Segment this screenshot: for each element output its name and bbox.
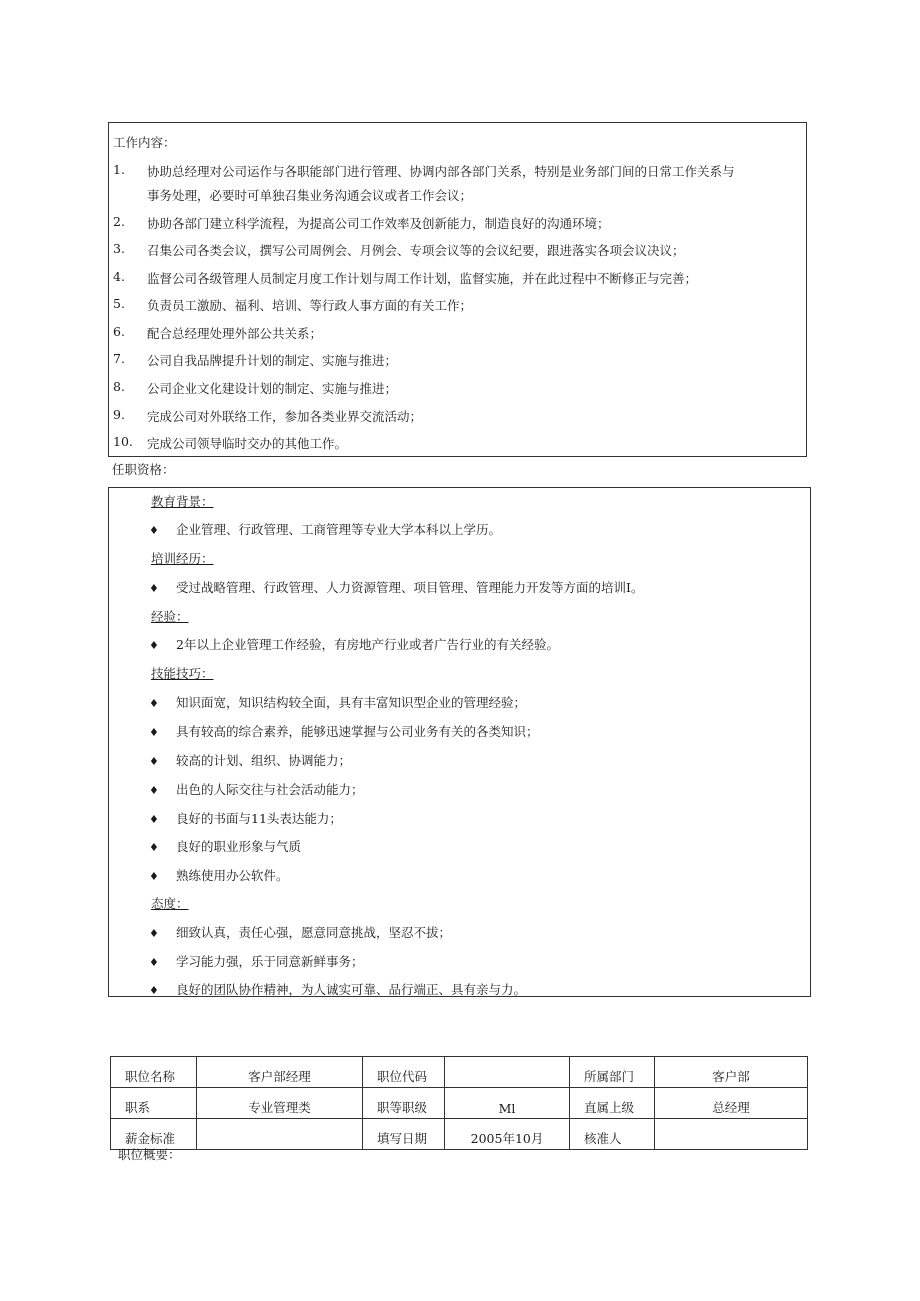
education-title: 教育背景： — [151, 494, 214, 509]
work-item-continuation: 事务处理，必要时可单独召集业务沟通会议或者工作会议； — [147, 188, 473, 203]
list-item — [149, 751, 351, 769]
list-item — [149, 780, 364, 798]
list-item-text: 细致认真，责任心强，愿意同意挑战，坚忍不拔； — [176, 925, 452, 940]
work-item-number: 3. — [113, 241, 125, 256]
work-item-text: 完成公司对外联络工作，参加各类业界交流活动； — [147, 409, 423, 424]
job-info-table — [110, 1056, 808, 1150]
list-item — [149, 693, 526, 711]
list-item-text: 学习能力强，乐于同意新鲜事务； — [176, 954, 364, 969]
work-item-number: 1. — [113, 162, 125, 177]
diamond-bullet-icon: ♦ — [149, 524, 159, 537]
list-item-text: 具有较高的综合素养，能够迅速掌握与公司业务有关的各类知识； — [176, 724, 539, 739]
table-cell: 薪金标准 — [111, 1119, 197, 1150]
list-item — [149, 952, 364, 970]
work-item-text: 公司企业文化建设计划的制定、实施与推进； — [147, 381, 398, 396]
table-cell: 总经理 — [655, 1088, 808, 1119]
list-item-text: 较高的计划、组织、协调能力； — [176, 753, 352, 768]
training-title: 培训经历： — [151, 551, 214, 566]
table-cell: 职位名称 — [111, 1057, 197, 1088]
work-item-number: 2. — [113, 214, 125, 229]
table-row — [111, 1119, 808, 1150]
work-item-number: 4. — [113, 269, 125, 284]
qualifications-box — [108, 487, 811, 997]
table-row — [111, 1057, 808, 1088]
table-cell: 直属上级 — [570, 1088, 655, 1119]
work-item-text: 监督公司各级管理人员制定月度工作计划与周工作计划，监督实施，并在此过程中不断修正与完善； — [147, 271, 698, 286]
work-item-text: 公司自我品牌提升计划的制定、实施与推进； — [147, 353, 398, 368]
list-item — [149, 980, 526, 998]
table-cell — [445, 1057, 570, 1088]
list-item-text: 2年以上企业管理工作经验，有房地产行业或者广告行业的有关经验。 — [176, 637, 559, 652]
work-item-number: 7. — [113, 351, 125, 366]
work-item-number: 8. — [113, 379, 125, 394]
overview-label: 职位概要： — [118, 1147, 181, 1162]
work-item-number: 6. — [113, 324, 125, 339]
diamond-bullet-icon: ♦ — [149, 726, 159, 739]
diamond-bullet-icon: ♦ — [149, 841, 159, 854]
list-item-text: 良好的团队协作精神，为人诚实可靠、品行端正、具有亲与力。 — [176, 982, 527, 997]
list-item-text: 受过战略管理、行政管理、人力资源管理、项目管理、管理能力开发等方面的培训I。 — [176, 580, 644, 595]
list-item-text: 良好的书面与11头表达能力； — [176, 811, 342, 826]
table-cell: 填写日期 — [363, 1119, 445, 1150]
diamond-bullet-icon: ♦ — [149, 927, 159, 940]
list-item — [149, 635, 559, 653]
table-cell: 职等职级 — [363, 1088, 445, 1119]
table-cell — [655, 1119, 808, 1150]
table-cell: Ml — [445, 1088, 570, 1119]
list-item-text: 熟练使用办公软件。 — [176, 868, 289, 883]
diamond-bullet-icon: ♦ — [149, 870, 159, 883]
diamond-bullet-icon: ♦ — [149, 755, 159, 768]
diamond-bullet-icon: ♦ — [149, 784, 159, 797]
diamond-bullet-icon: ♦ — [149, 956, 159, 969]
diamond-bullet-icon: ♦ — [149, 984, 159, 997]
work-item-text: 配合总经理处理外部公共关系； — [147, 326, 323, 341]
list-item — [149, 837, 301, 855]
work-item-text: 召集公司各类会议，撰写公司周例会、月例会、专项会议等的会议纪要，跟进落实各项会议决议； — [147, 243, 685, 258]
work-item-number: 5. — [113, 296, 125, 311]
table-cell: 2005年10月 — [445, 1119, 570, 1150]
table-cell: 所属部门 — [570, 1057, 655, 1088]
table-cell: 客户部 — [655, 1057, 808, 1088]
skills-title: 技能技巧： — [151, 666, 214, 681]
work-item-text: 负责员工激励、福利、培训、等行政人事方面的有关工作； — [147, 298, 473, 313]
list-item-text: 知识面宽，知识结构较全面，具有丰富知识型企业的管理经验； — [176, 695, 527, 710]
qualifications-label: 任职资格： — [112, 462, 175, 477]
work-item-text: 协助总经理对公司运作与各职能部门进行管理、协调内部各部门关系，特别是业务部门间的日常工作关系与 — [147, 164, 735, 179]
work-content-heading: 工作内容： — [113, 135, 176, 150]
work-item-text: 完成公司领导临时交办的其他工作。 — [147, 436, 348, 451]
table-cell: 核准人 — [570, 1119, 655, 1150]
diamond-bullet-icon: ♦ — [149, 582, 159, 595]
table-cell: 专业管理类 — [197, 1088, 363, 1119]
list-item — [149, 923, 451, 941]
experience-title: 经验： — [151, 609, 189, 624]
work-item-number: 10. — [113, 434, 133, 449]
list-item — [149, 578, 643, 596]
diamond-bullet-icon: ♦ — [149, 697, 159, 710]
attitude-title: 态度： — [151, 896, 189, 911]
table-row — [111, 1088, 808, 1119]
list-item — [149, 520, 501, 538]
table-cell — [197, 1119, 363, 1150]
work-item-number: 9. — [113, 407, 125, 422]
diamond-bullet-icon: ♦ — [149, 813, 159, 826]
table-cell: 职系 — [111, 1088, 197, 1119]
list-item — [149, 722, 539, 740]
list-item — [149, 809, 342, 827]
work-content-box — [108, 122, 807, 457]
list-item-text: 出色的人际交往与社会活动能力； — [176, 782, 364, 797]
diamond-bullet-icon: ♦ — [149, 639, 159, 652]
table-cell: 职位代码 — [363, 1057, 445, 1088]
work-item-text: 协助各部门建立科学流程，为提高公司工作效率及创新能力，制造良好的沟通环境； — [147, 216, 610, 231]
list-item — [149, 866, 289, 884]
list-item-text: 企业管理、行政管理、工商管理等专业大学本科以上学历。 — [176, 522, 502, 537]
table-cell: 客户部经理 — [197, 1057, 363, 1088]
list-item-text: 良好的职业形象与气质 — [176, 839, 302, 854]
